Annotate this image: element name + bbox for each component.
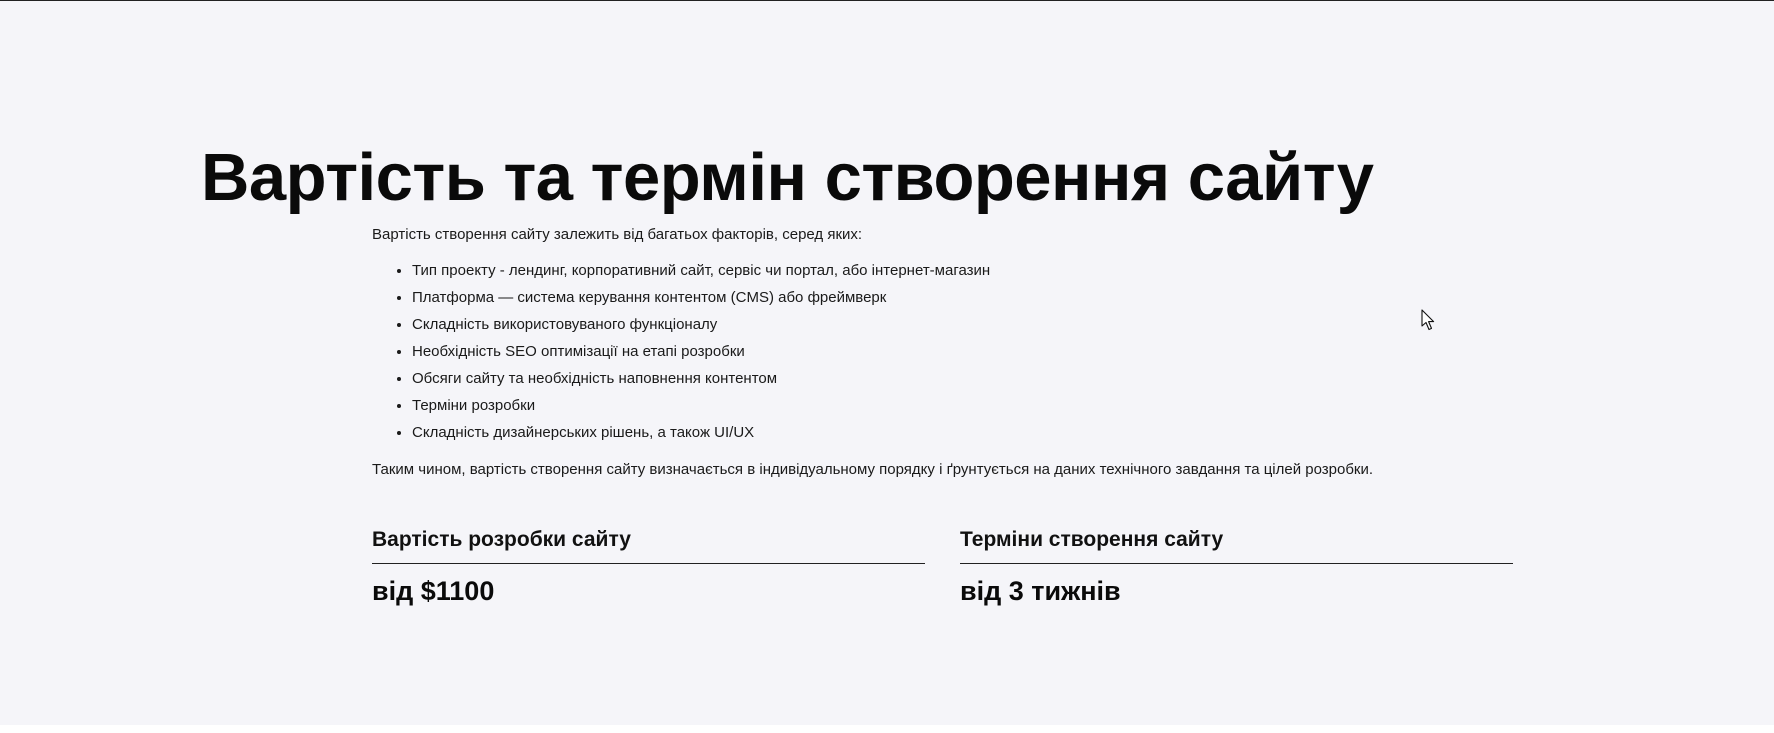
cost-title: Вартість розробки сайту: [372, 525, 925, 564]
info-row: [372, 525, 1513, 610]
conclusion-text: Таким чином, вартість створення сайту визначається в індивідуальному порядку і ґрунтується на даних технічного завдання та цілей розробки.: [372, 461, 1374, 478]
list-item: • Обсяги сайту та необхідність наповнення контентом: [412, 368, 1512, 395]
section-heading: Вартість та термін створення сайту: [201, 140, 1374, 215]
cost-box: [372, 525, 925, 610]
list-item: • Платформа — система керування контентом (CMS) або фреймверк: [412, 287, 1512, 314]
list-item: • Необхідність SEO оптимізації на етапі розробки: [412, 341, 1512, 368]
list-item: • Складність використовуваного функціоналу: [412, 314, 1512, 341]
section-content: [372, 224, 1512, 481]
list-item: • Терміни розробки: [412, 395, 1512, 422]
factor-list: [372, 260, 1512, 449]
intro-text: Вартість створення сайту залежить від багатьох факторів, серед яких:: [372, 226, 863, 243]
mouse-pointer-icon: [1421, 309, 1435, 331]
timeline-title: Терміни створення сайту: [960, 525, 1513, 564]
cost-value: від $1100: [372, 576, 495, 606]
list-item: • Тип проекту - лендинг, корпоративний сайт, сервіс чи портал, або інтернет-магазин: [412, 260, 1512, 287]
timeline-value: від 3 тижнів: [960, 576, 1121, 606]
list-item: • Складність дизайнерських рішень, а також UI/UX: [412, 422, 1512, 449]
timeline-box: [960, 525, 1513, 610]
